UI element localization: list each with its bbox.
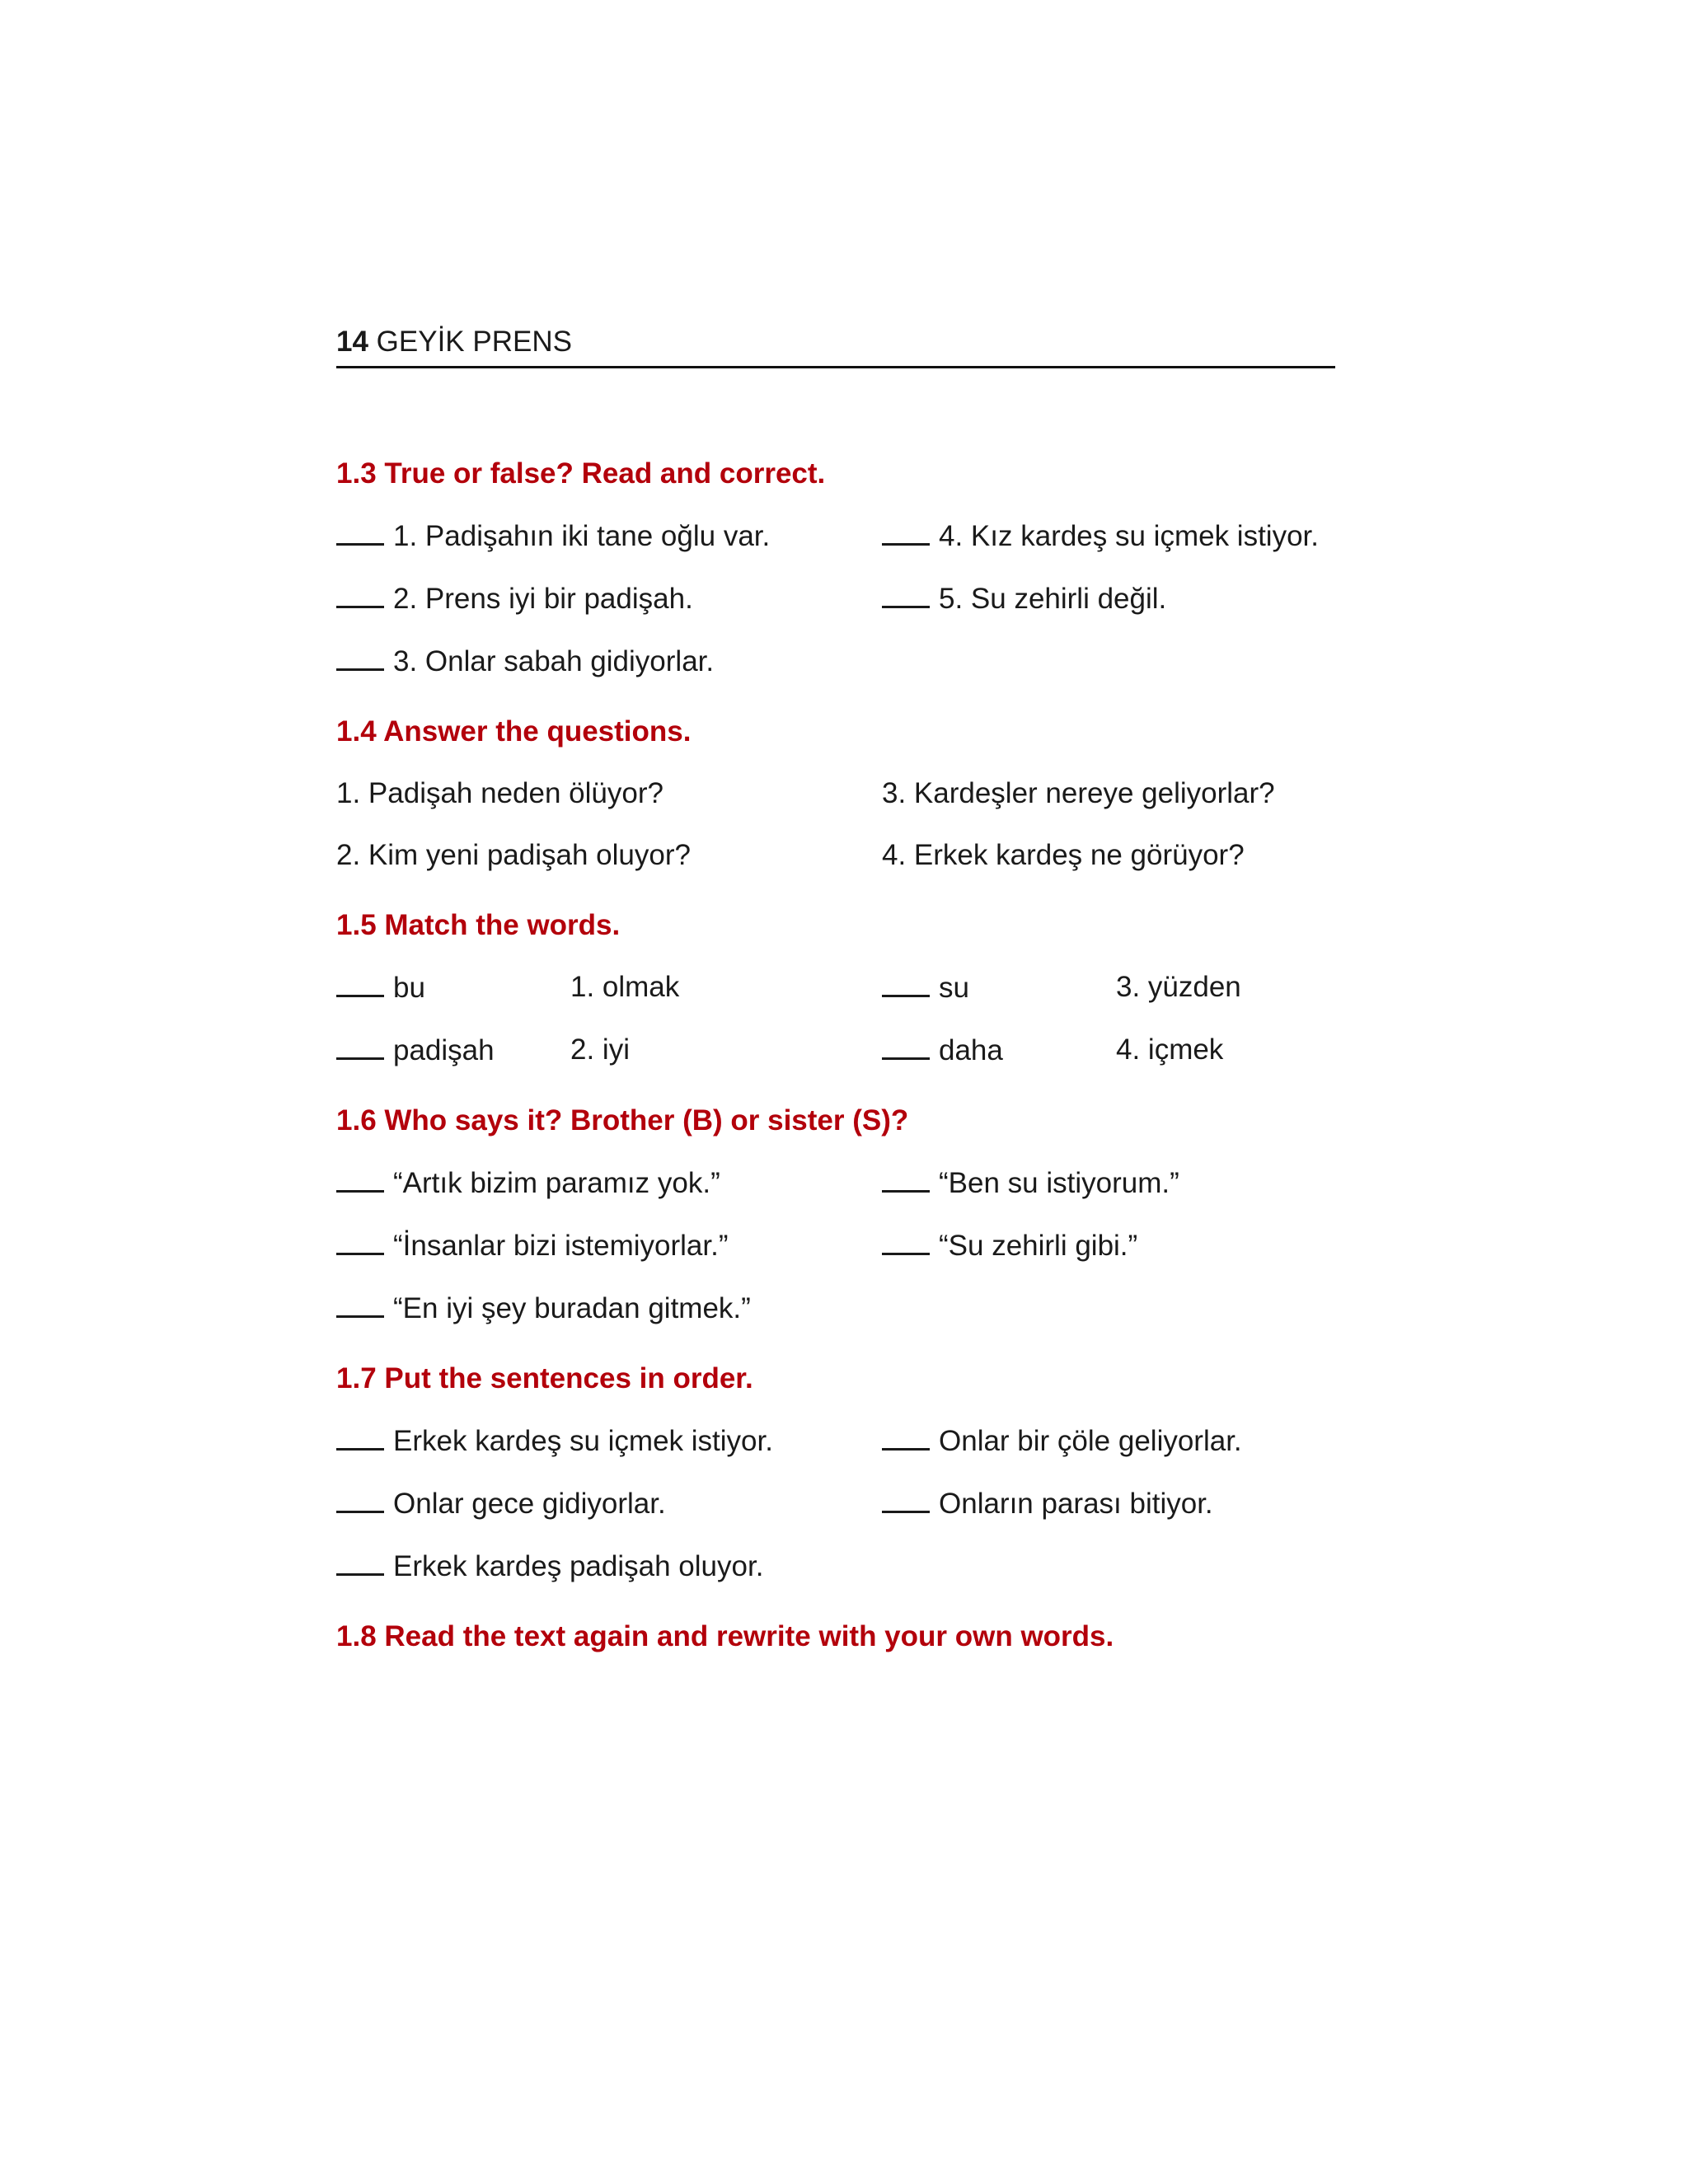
list-row (336, 839, 1335, 872)
answer-blank (882, 519, 930, 546)
page-header (336, 317, 1335, 368)
list-row (336, 777, 1335, 810)
item-text: Onlar bir çöle geliyorlar. (939, 1425, 1242, 1457)
item-text: “En iyi şey buradan gitmek.” (393, 1292, 751, 1324)
list-row (336, 1291, 1335, 1325)
section-1-3 (336, 457, 1335, 678)
list-item (336, 1487, 882, 1521)
answer-blank (336, 971, 384, 997)
word-text: daha (939, 1034, 1003, 1066)
section-title: 1.7 Put the sentences in order. (336, 1362, 753, 1394)
section-title: 1.4 Answer the questions. (336, 715, 692, 748)
match-option: 4. içmek (1116, 1033, 1224, 1066)
item-text: Onlar gece gidiyorlar. (393, 1488, 666, 1520)
list-item (882, 1229, 1335, 1263)
list-item (336, 519, 882, 553)
item-text: “İnsanlar bizi istemiyorlar.” (393, 1230, 729, 1262)
list-item (336, 1424, 882, 1458)
match-option: 3. yüzden (1116, 971, 1241, 1003)
list-item (882, 1424, 1335, 1458)
section-1-7 (336, 1362, 1335, 1583)
item-text: Onların parası bitiyor. (939, 1488, 1213, 1520)
match-row (336, 1033, 1335, 1067)
list-item (882, 1166, 1335, 1200)
section-title: 1.3 True or false? Read and correct. (336, 457, 826, 490)
answer-blank (882, 1487, 930, 1513)
match-word (882, 971, 1116, 1005)
answer-blank (336, 519, 384, 546)
list-item (336, 1549, 882, 1583)
answer-blank (882, 1033, 930, 1060)
word-text: su (939, 972, 969, 1004)
answer-blank (336, 582, 384, 608)
list-row (336, 519, 1335, 553)
answer-blank (882, 582, 930, 608)
list-row (336, 1229, 1335, 1263)
answer-blank (882, 1424, 930, 1451)
match-row (336, 971, 1335, 1005)
answer-blank (882, 1229, 930, 1255)
answer-blank (336, 644, 384, 671)
match-word (336, 1033, 570, 1067)
list-row (336, 1424, 1335, 1458)
section-title: 1.5 Match the words. (336, 909, 621, 941)
item-text: “Artık bizim paramız yok.” (393, 1167, 720, 1199)
word-text: bu (393, 972, 425, 1004)
answer-blank (882, 1166, 930, 1193)
list-item (336, 1166, 882, 1200)
section-1-4 (336, 715, 1335, 872)
match-option: 1. olmak (570, 971, 680, 1003)
list-row (336, 1487, 1335, 1521)
question-item: 3. Kardeşler nereye geliyorlar? (882, 777, 1275, 809)
item-text: 2. Prens iyi bir padişah. (393, 583, 693, 615)
answer-blank (882, 971, 930, 997)
answer-blank (336, 1291, 384, 1318)
match-word (336, 971, 570, 1005)
answer-blank (336, 1487, 384, 1513)
worksheet-page (336, 317, 1335, 1653)
list-item (882, 519, 1335, 553)
section-1-8 (336, 1620, 1335, 1653)
question-item: 2. Kim yeni padişah oluyor? (336, 839, 691, 871)
word-text: padişah (393, 1034, 495, 1066)
list-item (882, 1487, 1335, 1521)
list-row (336, 1549, 1335, 1583)
section-title: 1.6 Who says it? Brother (B) or sister (S)? (336, 1104, 909, 1137)
section-title: 1.8 Read the text again and rewrite with your own words. (336, 1620, 1114, 1652)
match-word (882, 1033, 1116, 1067)
list-row (336, 644, 1335, 678)
item-text: Erkek kardeş padişah oluyor. (393, 1550, 764, 1582)
page-number: 14 (336, 326, 368, 358)
answer-blank (336, 1033, 384, 1060)
question-item: 1. Padişah neden ölüyor? (336, 777, 663, 809)
answer-blank (336, 1424, 384, 1451)
list-item (336, 582, 882, 616)
answer-blank (336, 1166, 384, 1193)
question-item: 4. Erkek kardeş ne görüyor? (882, 839, 1245, 871)
chapter-title: GEYİK PRENS (376, 326, 572, 358)
item-text: Erkek kardeş su içmek istiyor. (393, 1425, 773, 1457)
answer-blank (336, 1229, 384, 1255)
list-item (336, 644, 882, 678)
item-text: 1. Padişahın iki tane oğlu var. (393, 520, 771, 552)
item-text: 5. Su zehirli değil. (939, 583, 1167, 615)
list-item (882, 582, 1335, 616)
section-1-6 (336, 1104, 1335, 1325)
list-row (336, 1166, 1335, 1200)
item-text: “Ben su istiyorum.” (939, 1167, 1179, 1199)
item-text: 3. Onlar sabah gidiyorlar. (393, 645, 715, 677)
answer-blank (336, 1549, 384, 1576)
list-item (336, 1291, 882, 1325)
list-item (336, 1229, 882, 1263)
match-option: 2. iyi (570, 1033, 630, 1066)
list-row (336, 582, 1335, 616)
section-1-5 (336, 909, 1335, 1067)
item-text: 4. Kız kardeş su içmek istiyor. (939, 520, 1319, 552)
item-text: “Su zehirli gibi.” (939, 1230, 1138, 1262)
